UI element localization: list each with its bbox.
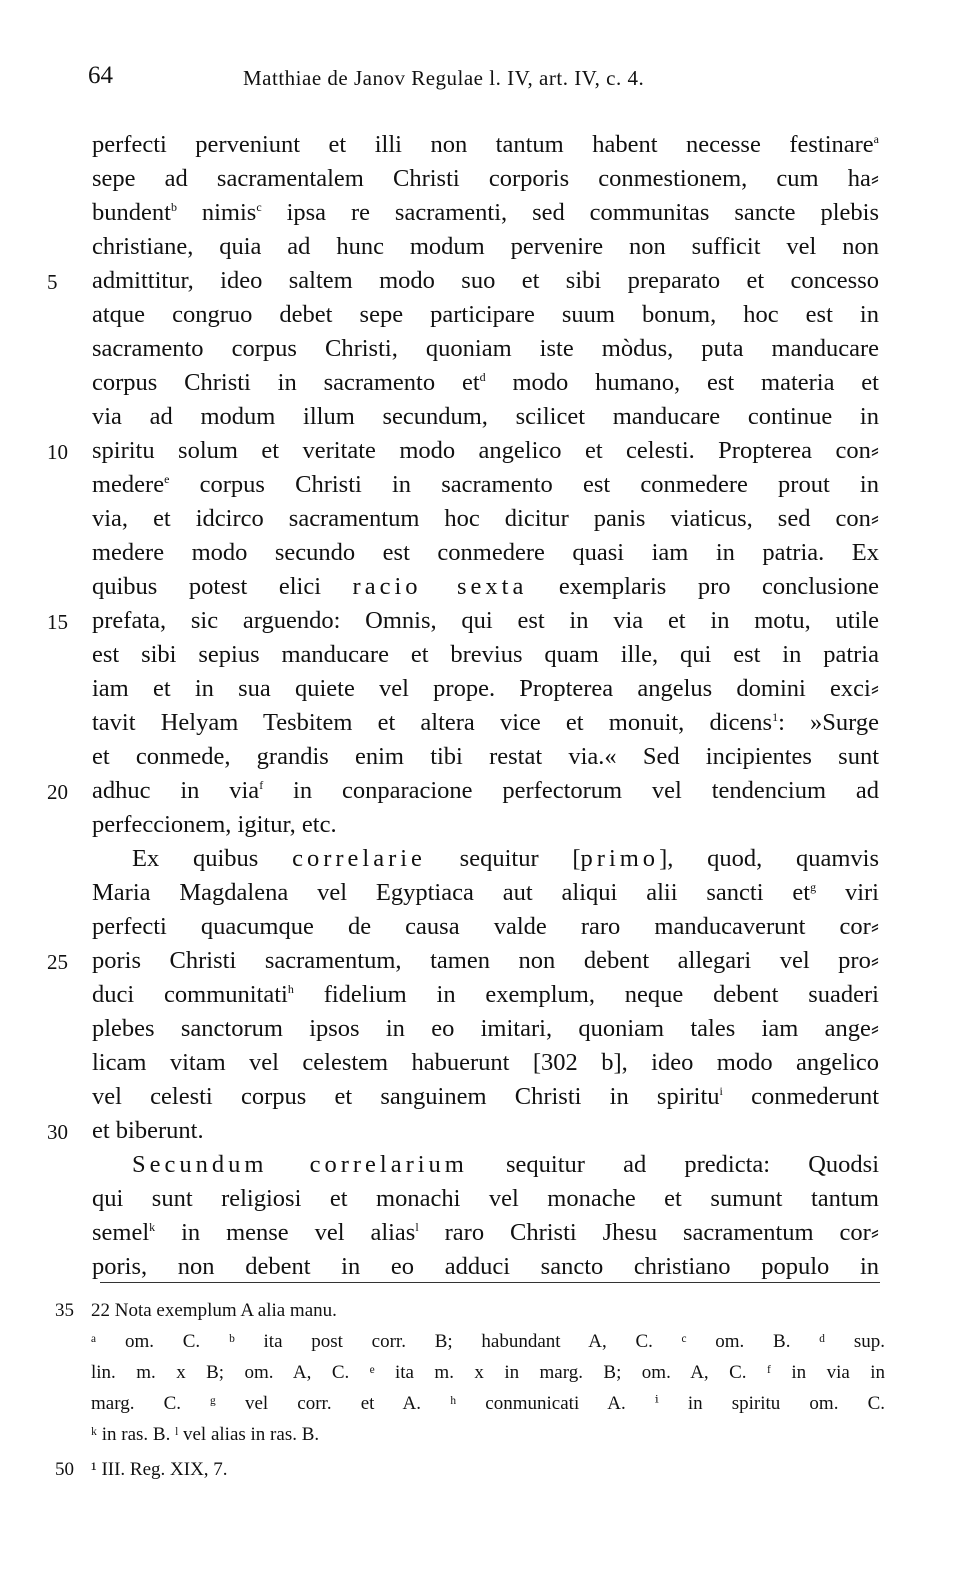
text-line: [92, 638, 879, 672]
line-text: iam et in sua quiete vel prope. Propterea angelus domini exci⸗: [92, 675, 879, 702]
apparatus-line: [55, 1357, 885, 1388]
text-line: [92, 570, 879, 604]
line-text: quibus potest elici: [92, 573, 353, 600]
text-line: [92, 1148, 879, 1182]
line-text: in conparacione perfectorum vel tendencium ad: [263, 777, 879, 804]
text-line: [92, 196, 879, 230]
footnote-marker: l: [415, 1219, 419, 1234]
footnote-marker: d: [479, 369, 486, 384]
text-line: [92, 400, 879, 434]
apparatus-text: ᵏ in ras. B. ˡ vel alias in ras. B.: [91, 1424, 320, 1445]
line-text: sepe ad sacramentalem Christi corporis conmestionem, cum ha⸗: [92, 165, 879, 192]
apparatus-text: marg. C. ᵍ vel corr. et A. ʰ conmunicati A. ⁱ in spiritu om. C.: [91, 1393, 885, 1414]
line-text: duci communitati: [92, 981, 288, 1008]
line-text: ipsa re sacramenti, sed communitas sancte plebis: [261, 199, 879, 226]
text-line: [92, 332, 879, 366]
text-line: [92, 162, 879, 196]
line-text: semel: [92, 1219, 150, 1246]
line-text: qui sunt religiosi et monachi vel monache et sumunt tantum: [92, 1185, 879, 1212]
line-text: et biberunt.: [92, 1117, 204, 1144]
text-line: [92, 808, 879, 842]
line-text: bundent: [92, 199, 171, 226]
line-text: nimis: [176, 199, 257, 226]
footnote-marker: i: [719, 1083, 723, 1098]
apparatus-line: [55, 1326, 885, 1357]
line-text: corpus Christi in sacramento et: [92, 369, 480, 396]
line-text: medere modo secundo est conmedere quasi iam in patria. Ex: [92, 539, 879, 566]
footnote-marker: c: [256, 199, 262, 214]
footnote-marker: f: [259, 777, 264, 792]
line-text: perfeccionem, igitur, etc.: [92, 811, 337, 838]
text-line: [92, 536, 879, 570]
critical-apparatus: [55, 1326, 885, 1450]
footnote-marker: k: [149, 1219, 156, 1234]
spaced-term: primo: [580, 845, 660, 872]
line-text: sequitur [: [425, 845, 581, 872]
line-text: sacramento corpus Christi, quoniam iste mòdus, puta manducare: [92, 335, 879, 362]
line-text: christiane, quia ad hunc modum pervenire non sufficit vel non: [92, 233, 879, 260]
apparatus-text: lin. m. x B; om. A, C. ᵉ ita m. x in marg. B; om. A, C. ᶠ in via in: [91, 1362, 885, 1383]
text-line: [47, 604, 879, 638]
line-text: spiritu solum et veritate modo angelico et celesti. Propterea con⸗: [92, 437, 879, 464]
main-text: [47, 128, 880, 1284]
footnote-marker: 1: [772, 709, 779, 724]
line-text: fidelium in exemplum, neque debent suaderi: [293, 981, 879, 1008]
line-text: perfecti quacumque de causa valde raro manducaverunt cor⸗: [92, 913, 879, 940]
note-line-number: 35: [55, 1300, 74, 1321]
page-header: [88, 62, 880, 102]
line-text: : »Surge: [778, 709, 879, 736]
text-line: [47, 1114, 879, 1148]
line-text: poris Christi sacramentum, tamen non debent allegari vel pro⸗: [92, 947, 879, 974]
line-number: 25: [47, 950, 68, 974]
line-number: 10: [47, 440, 68, 464]
line-number: 30: [47, 1120, 68, 1144]
text-line: [92, 672, 879, 706]
text-line: [92, 910, 879, 944]
line-text: raro Christi Jhesu sacramentum cor⸗: [418, 1219, 879, 1246]
line-number: 15: [47, 610, 68, 634]
apparatus-text: ᵃ om. C. ᵇ ita post corr. B; habundant A, C. ᶜ om. B. ᵈ sup.: [91, 1331, 885, 1352]
line-number: 5: [47, 270, 58, 294]
spaced-term: Secundum correlarium: [132, 1151, 468, 1178]
footnote-marker: h: [287, 981, 294, 996]
line-text: conmederunt: [722, 1083, 880, 1110]
text-line: [92, 1046, 879, 1080]
footnote-marker: g: [810, 879, 817, 894]
spaced-term: correlarie: [292, 845, 426, 872]
text-line: [92, 298, 879, 332]
page-number: 64: [88, 62, 113, 89]
line-text: et conmede, grandis enim tibi restat via.« Sed incipientes sunt: [92, 743, 879, 770]
text-line: [92, 1250, 879, 1284]
line-text: est sibi sepius manducare et brevius quam ille, qui est in patria: [92, 641, 879, 668]
line-text: modo humano, est materia et: [485, 369, 879, 396]
text-line: [92, 468, 879, 502]
text-line: [92, 1080, 879, 1114]
line-text: tavit Helyam Tesbitem et altera vice et monuit, dicens: [92, 709, 773, 736]
marginal-note: [55, 1295, 885, 1326]
line-text: sequitur ad predicta: Quodsi: [467, 1151, 880, 1178]
line-text: prefata, sic arguendo: Omnis, qui est in via et in motu, utile: [92, 607, 879, 634]
line-text: Ex quibus: [132, 845, 293, 872]
line-number: 20: [47, 780, 68, 804]
footnote-divider: [100, 1282, 880, 1283]
line-text: in mense vel alias: [155, 1219, 416, 1246]
text-line: [92, 978, 879, 1012]
text-line: [92, 1012, 879, 1046]
text-line: [47, 434, 879, 468]
text-line: [92, 706, 879, 740]
text-line: [92, 230, 879, 264]
footnote-marker: a: [873, 131, 879, 146]
text-line: [92, 366, 879, 400]
apparatus-line: [55, 1419, 885, 1450]
line-text: Maria Magdalena vel Egyptiaca aut aliqui alii sancti et: [92, 879, 811, 906]
line-text: admittitur, ideo saltem modo suo et sibi preparato et concesso: [92, 267, 879, 294]
text-line: [47, 944, 879, 978]
text-line: [92, 740, 879, 774]
apparatus-line: [55, 1388, 885, 1419]
footnotes: [55, 1295, 885, 1485]
text-line: [92, 128, 879, 162]
line-text: medere: [92, 471, 165, 498]
source-note: [55, 1454, 885, 1485]
line-text: adhuc in via: [92, 777, 260, 804]
line-text: via ad modum illum secundum, scilicet manducare continue in: [92, 403, 879, 430]
note-line-number: 50: [55, 1459, 74, 1480]
footnote-marker: b: [170, 199, 177, 214]
spaced-term: racio sexta: [352, 573, 528, 600]
line-text: poris, non debent in eo adduci sancto christiano populo in: [92, 1253, 879, 1280]
line-text: licam vitam vel celestem habuerunt [302 b], ideo modo angelico: [92, 1049, 879, 1076]
text-line: [92, 842, 879, 876]
line-text: corpus Christi in sacramento est conmedere prout in: [169, 471, 879, 498]
text-line: [92, 502, 879, 536]
text-line: [47, 264, 879, 298]
footnote-marker: e: [164, 471, 170, 486]
text-line: [92, 1216, 879, 1250]
line-text: plebes sanctorum ipsos in eo imitari, quoniam tales iam ange⸗: [92, 1015, 879, 1042]
text-line: [92, 876, 879, 910]
text-line: [47, 774, 879, 808]
line-text: exemplaris pro conclusione: [527, 573, 879, 600]
line-text: vel celesti corpus et sanguinem Christi in spiritu: [92, 1083, 720, 1110]
running-title: Matthiae de Janov Regulae l. IV, art. IV, c. 4.: [243, 66, 645, 90]
line-text: perfecti perveniunt et illi non tantum habent necesse festinare: [92, 131, 874, 158]
text-line: [92, 1182, 879, 1216]
marginal-note-text: 22 Nota exemplum A alia manu.: [91, 1300, 337, 1321]
line-text: via, et idcirco sacramentum hoc dicitur panis viaticus, sed con⸗: [92, 505, 879, 532]
line-text: viri: [816, 879, 879, 906]
line-text: ], quod, quamvis: [659, 845, 880, 872]
source-note-text: ¹ III. Reg. XIX, 7.: [91, 1459, 228, 1480]
line-text: atque congruo debet sepe participare suum bonum, hoc est in: [92, 301, 879, 328]
